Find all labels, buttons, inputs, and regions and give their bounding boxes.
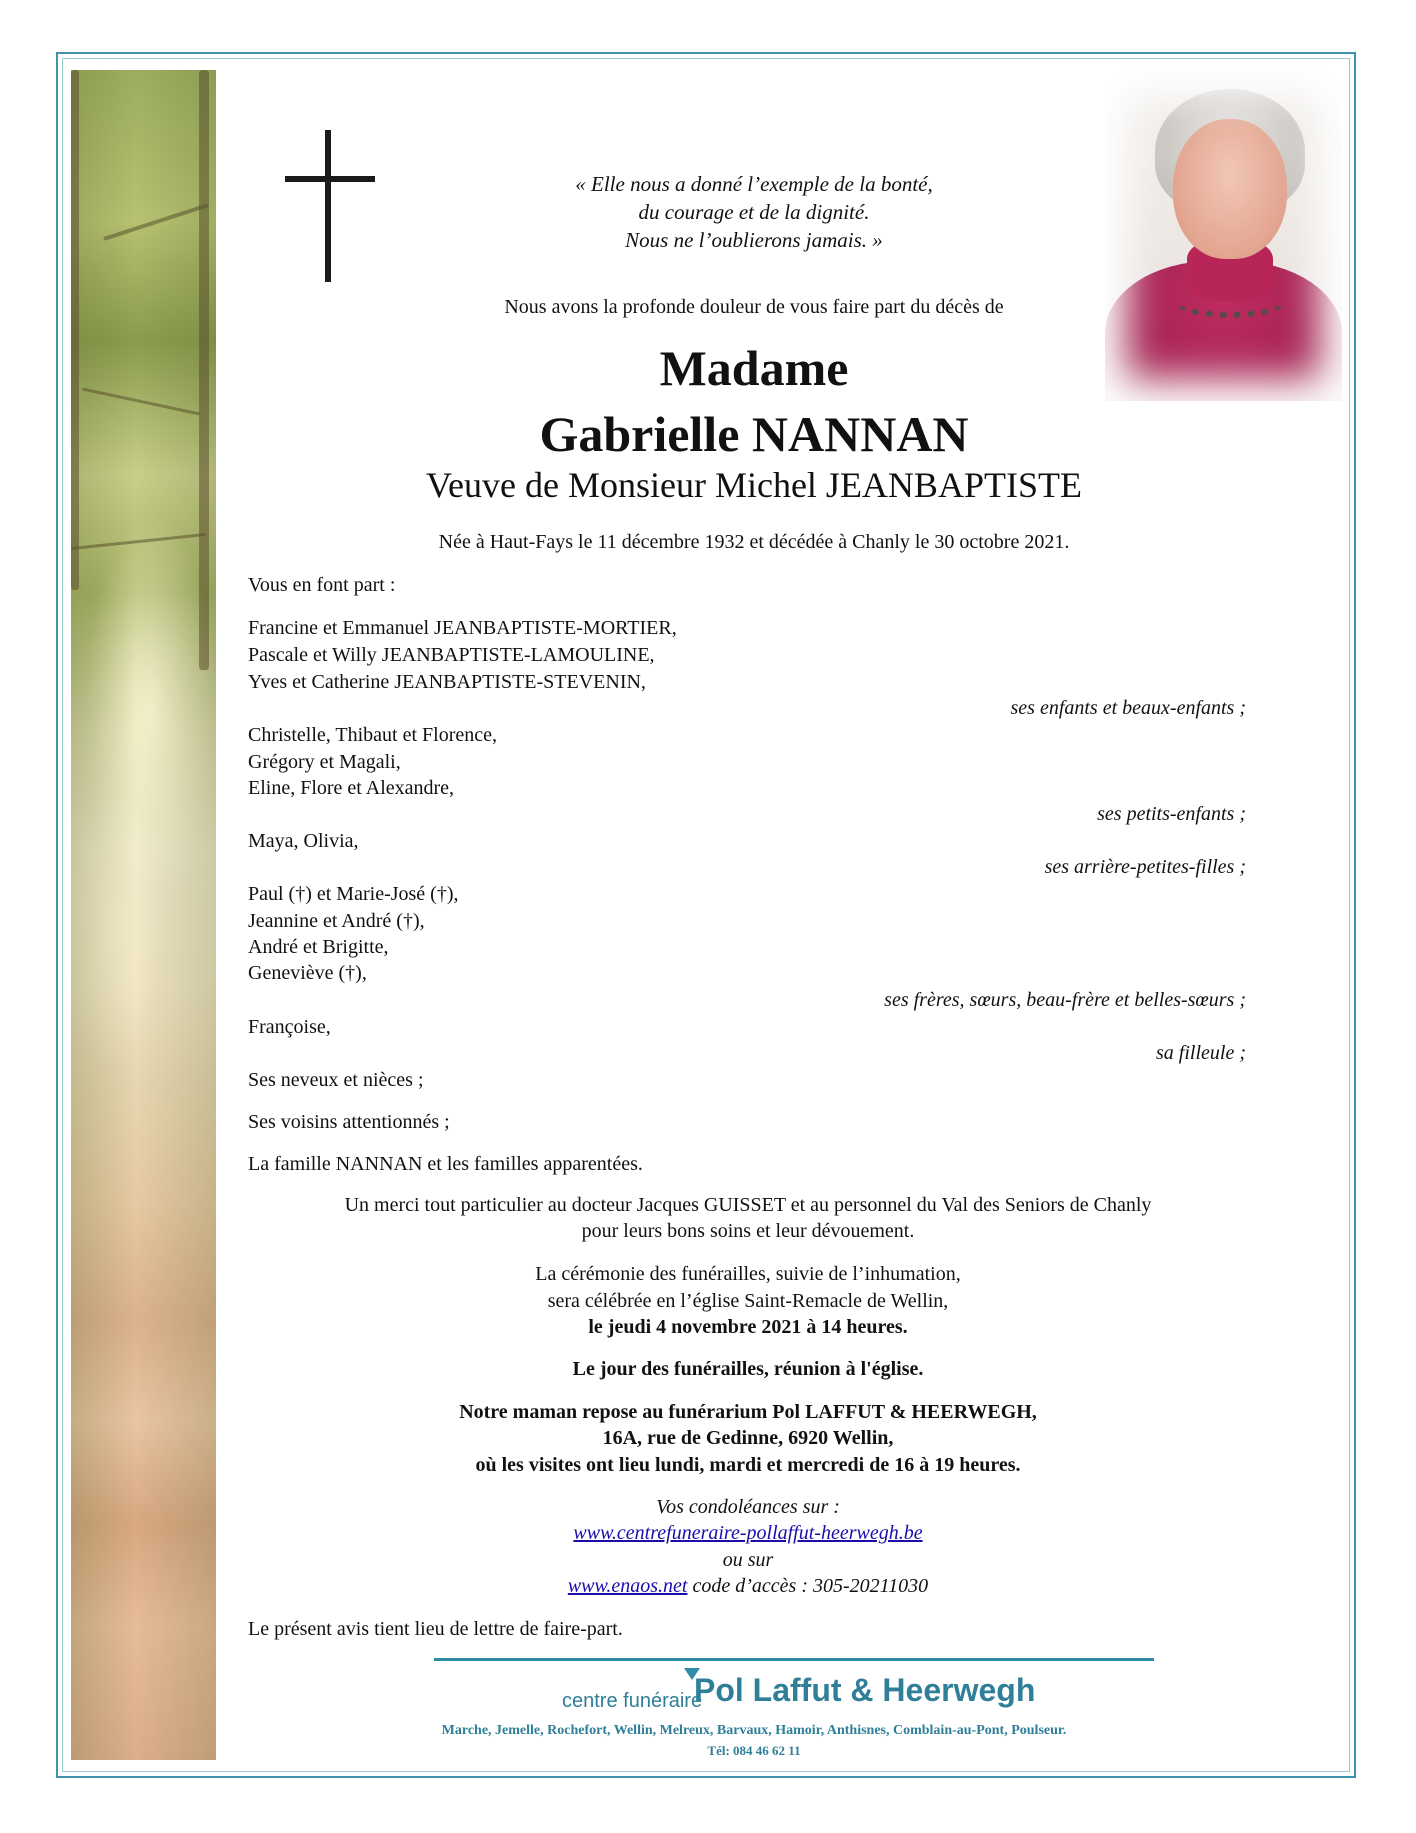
- family-line: La famille NANNAN et les familles apparentées.: [248, 1153, 643, 1175]
- family-line: Eline, Flore et Alexandre,: [248, 777, 455, 799]
- logo-towns: Marche, Jemelle, Rochefort, Wellin, Melreux, Barvaux, Hamoir, Anthisnes, Comblain-au-Pont, Poulseur.: [441, 1723, 1067, 1738]
- portrait-photo: [1105, 71, 1342, 401]
- relation-label: ses enfants et beaux-enfants ;: [1010, 697, 1246, 719]
- logo-divider: [434, 1658, 1154, 1661]
- family-line: Ses voisins attentionnés ;: [248, 1111, 450, 1133]
- family-line: Maya, Olivia,: [248, 830, 359, 852]
- family-line: Yves et Catherine JEANBAPTISTE-STEVENIN,: [248, 671, 646, 693]
- rest-line: 16A, rue de Gedinne, 6920 Wellin,: [602, 1427, 894, 1449]
- relation-label: ses petits-enfants ;: [1097, 803, 1246, 825]
- condolences-label: Vos condoléances sur :: [656, 1496, 840, 1518]
- deceased-title: Madame: [659, 340, 849, 396]
- condolences-link-row: [248, 1575, 1248, 1598]
- ceremony-line: sera célébrée en l’église Saint-Remacle de Wellin,: [547, 1290, 949, 1312]
- family-line: Pascale et Willy JEANBAPTISTE-LAMOULINE,: [248, 644, 655, 666]
- forest-path-image: [71, 70, 216, 1760]
- logo-small-text: centre funéraire: [562, 1690, 703, 1712]
- logo-telephone: Tél: 084 46 62 11: [707, 1743, 801, 1758]
- birth-death-line: Née à Haut-Fays le 11 décembre 1932 et décédée à Chanly le 30 octobre 2021.: [438, 531, 1070, 553]
- rest-line: où les visites ont lieu lundi, mardi et mercredi de 16 à 19 heures.: [475, 1454, 1021, 1476]
- ceremony-date: le jeudi 4 novembre 2021 à 14 heures.: [588, 1316, 908, 1338]
- thanks-line: Un merci tout particulier au docteur Jacques GUISSET et au personnel du Val des Seniors de Chanly: [344, 1194, 1152, 1216]
- deceased-name: Gabrielle NANNAN: [539, 406, 969, 462]
- condolences-link-row: [248, 1522, 1248, 1545]
- family-line: Francine et Emmanuel JEANBAPTISTE-MORTIER,: [248, 617, 677, 639]
- cross-icon: [285, 130, 375, 282]
- condolences-link-2[interactable]: www.enaos.net: [567, 1575, 688, 1597]
- condolences-link-1[interactable]: www.centrefuneraire-pollaffut-heerwegh.be: [573, 1522, 923, 1544]
- rest-line: Notre maman repose au funérarium Pol LAFFUT & HEERWEGH,: [459, 1401, 1037, 1423]
- condolences-or: ou sur: [722, 1549, 774, 1571]
- family-line: Jeannine et André (†),: [248, 910, 425, 932]
- ceremony-line: La cérémonie des funérailles, suivie de l’inhumation,: [535, 1263, 961, 1285]
- quote-line: « Elle nous a donné l’exemple de la bonté,: [575, 172, 933, 196]
- memorial-quote: [456, 170, 1052, 254]
- relation-label: sa filleule ;: [1156, 1042, 1246, 1064]
- family-line: Françoise,: [248, 1016, 331, 1038]
- logo-brand: Pol Laffut & Heerwegh: [694, 1672, 1036, 1708]
- notice-line: Le présent avis tient lieu de lettre de faire-part.: [248, 1618, 623, 1640]
- intro-text: Nous avons la profonde douleur de vous faire part du décès de: [504, 296, 1004, 318]
- family-line: Paul (†) et Marie-José (†),: [248, 883, 459, 905]
- family-line: André et Brigitte,: [248, 936, 389, 958]
- quote-line: Nous ne l’oublierons jamais. »: [625, 228, 883, 252]
- widow-of: Veuve de Monsieur Michel JEANBAPTISTE: [426, 465, 1082, 505]
- thanks-line: pour leurs bons soins et leur dévouement.: [581, 1220, 915, 1242]
- access-code: code d’accès : 305-20211030: [687, 1575, 929, 1597]
- relation-label: ses frères, sœurs, beau-frère et belles-sœurs ;: [884, 989, 1246, 1011]
- family-line: Geneviève (†),: [248, 962, 367, 984]
- meeting-line: Le jour des funérailles, réunion à l'église.: [572, 1358, 924, 1380]
- family-line: Grégory et Magali,: [248, 751, 401, 773]
- announced-by: Vous en font part :: [248, 574, 396, 596]
- family-line: Ses neveux et nièces ;: [248, 1069, 424, 1091]
- relation-label: ses arrière-petites-filles ;: [1044, 856, 1246, 878]
- family-line: Christelle, Thibaut et Florence,: [248, 724, 498, 746]
- quote-line: du courage et de la dignité.: [638, 200, 870, 224]
